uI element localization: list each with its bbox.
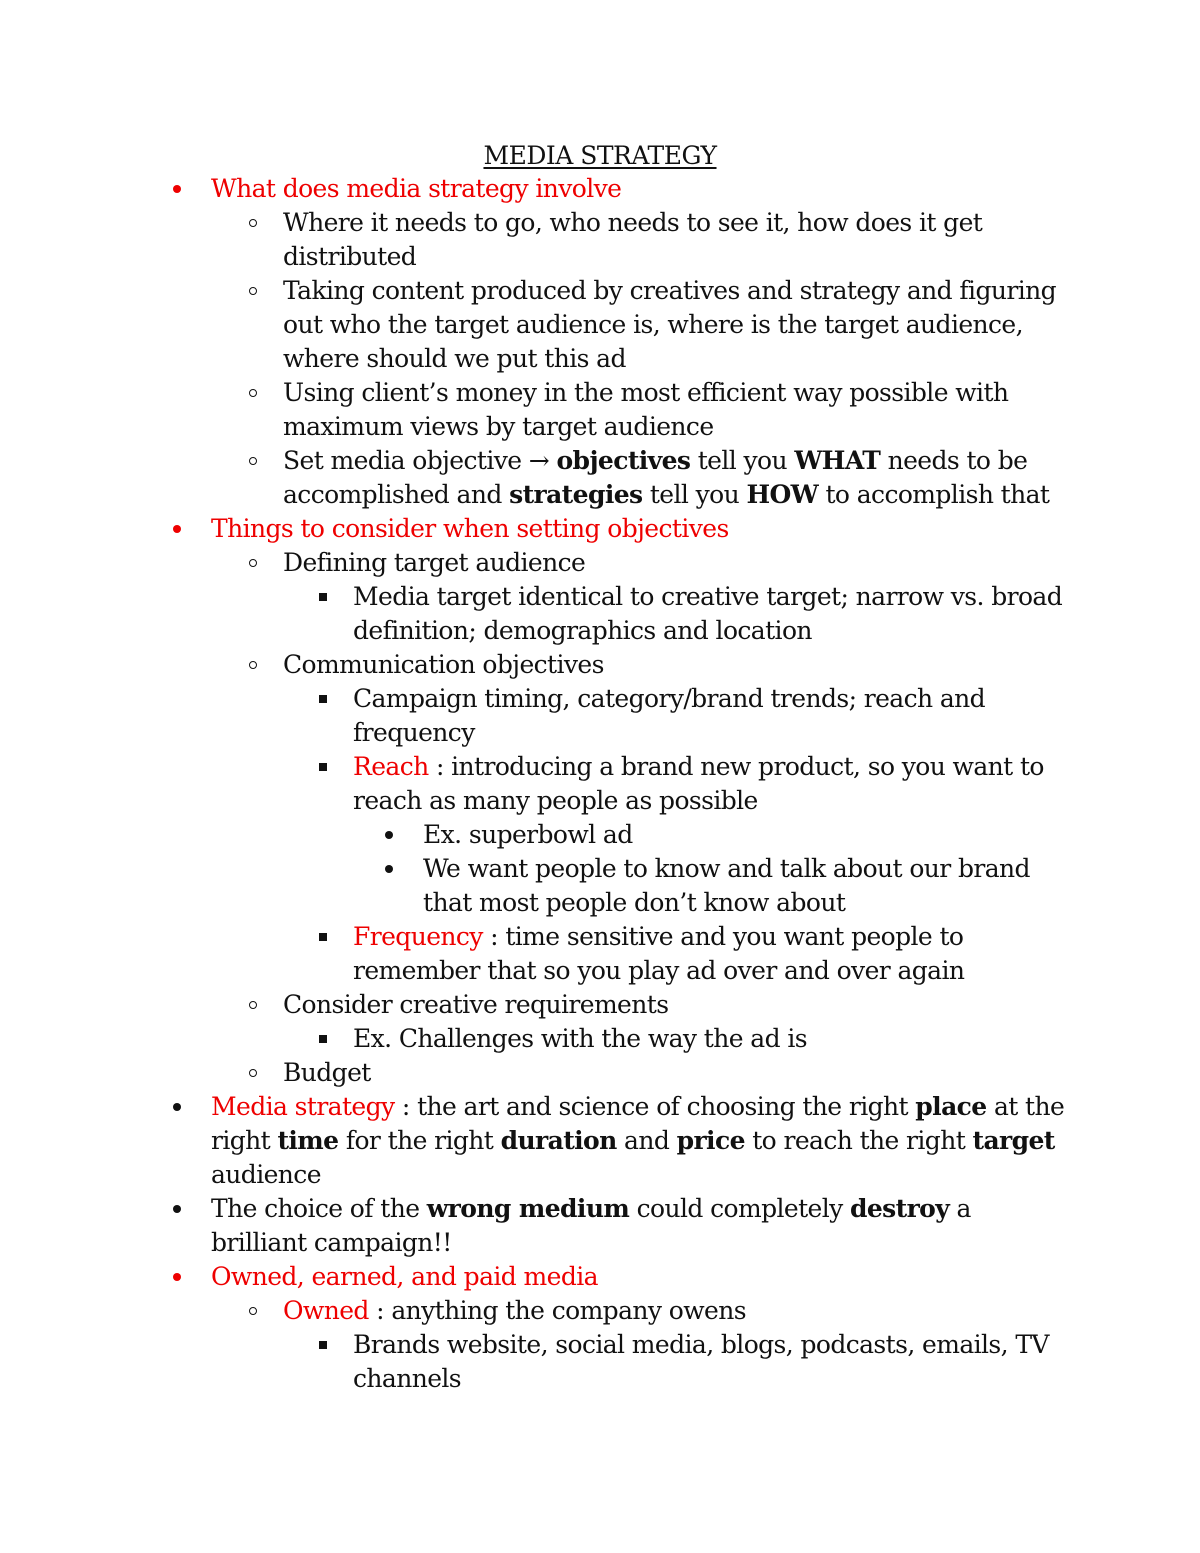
list-item-text	[283, 276, 1056, 373]
text-run: to reach the right	[744, 1126, 973, 1155]
text-run: place	[915, 1092, 987, 1121]
list-item-text	[353, 752, 1044, 815]
bullet-square-icon	[319, 682, 327, 716]
list-item	[353, 1328, 1073, 1396]
list-item	[283, 376, 1073, 444]
list-item-text	[283, 1296, 746, 1325]
text-run: What does media strategy involve	[211, 174, 622, 203]
text-run: Owned	[283, 1296, 369, 1325]
list-item	[211, 512, 1071, 546]
bullet-dot-icon	[173, 172, 181, 206]
list-item	[283, 1056, 1073, 1090]
text-run: Set media objective →	[283, 446, 557, 475]
list-item-text	[283, 446, 1049, 509]
list-item	[211, 1192, 1071, 1260]
list-item	[211, 1260, 1071, 1294]
notes-list	[0, 172, 1200, 1396]
bullet-square-icon	[319, 920, 327, 954]
bullet-circle-icon	[249, 274, 257, 308]
bullet-circle-icon	[249, 648, 257, 682]
bullet-square-icon	[319, 1022, 327, 1056]
list-item	[283, 206, 1073, 274]
bullet-square-icon	[319, 750, 327, 784]
list-item	[353, 750, 1073, 818]
text-run: Where it needs to go, who needs to see it, how does it get distributed	[283, 208, 983, 271]
list-item	[353, 580, 1073, 648]
text-run: : the art and science of choosing the right	[394, 1092, 916, 1121]
text-run: objectives	[556, 446, 691, 475]
list-item	[353, 920, 1073, 988]
bullet-dot-icon	[173, 1090, 181, 1124]
text-run: target	[972, 1126, 1055, 1155]
bullet-dot-icon	[385, 852, 393, 886]
text-run: wrong medium	[426, 1194, 630, 1223]
text-run: duration	[500, 1126, 617, 1155]
text-run: price	[676, 1126, 745, 1155]
bullet-circle-icon	[249, 444, 257, 478]
text-run: at the right	[211, 1092, 1065, 1155]
text-run: Ex. Challenges with the way the ad is	[353, 1024, 807, 1053]
text-run: : time sensitive and you want people to remember that so you play ad over and over again	[353, 922, 965, 985]
list-item-text	[353, 582, 1062, 645]
list-item	[423, 818, 1073, 852]
list-item	[211, 1090, 1071, 1192]
text-run: a brilliant campaign!!	[211, 1194, 971, 1257]
list-item-text	[353, 922, 964, 985]
list-item-text	[283, 548, 585, 577]
bullet-circle-icon	[249, 988, 257, 1022]
bullet-circle-icon	[249, 376, 257, 410]
bullet-circle-icon	[249, 1056, 257, 1090]
text-run: could completely	[629, 1194, 850, 1223]
text-run: : introducing a brand new product, so you want to reach as many people as possible	[353, 752, 1044, 815]
text-run: Using client’s money in the most efficient way possible with maximum views by target audience	[283, 378, 1009, 441]
text-run: HOW	[746, 480, 819, 509]
text-run: Defining target audience	[283, 548, 586, 577]
list-item-text	[283, 650, 604, 679]
text-run: Consider creative requirements	[283, 990, 669, 1019]
text-run: and	[616, 1126, 677, 1155]
text-run: The choice of the	[211, 1194, 427, 1223]
list-item-text	[211, 514, 729, 543]
text-run: tell you	[690, 446, 795, 475]
list-item	[283, 988, 1073, 1022]
text-run: strategies	[509, 480, 643, 509]
text-run: We want people to know and talk about our brand that most people don’t know about	[423, 854, 1030, 917]
list-item	[283, 546, 1073, 580]
text-run: Owned, earned, and paid media	[211, 1262, 598, 1291]
list-item-text	[283, 1058, 371, 1087]
list-item	[283, 1294, 1073, 1328]
text-run: audience	[211, 1160, 321, 1189]
text-run: : anything the company owens	[368, 1296, 746, 1325]
list-item-text	[423, 820, 633, 849]
list-item	[353, 1022, 1073, 1056]
page-title: MEDIA STRATEGY	[483, 141, 717, 170]
bullet-dot-icon	[173, 1260, 181, 1294]
list-item-text	[353, 1330, 1049, 1393]
text-run: Reach	[353, 752, 429, 781]
text-run: to accomplish that	[818, 480, 1050, 509]
text-run: tell you	[642, 480, 747, 509]
list-item-text	[211, 1262, 598, 1291]
text-run: needs to be accomplished and	[283, 446, 1028, 509]
list-item-text	[423, 854, 1030, 917]
bullet-circle-icon	[249, 206, 257, 240]
text-run: Communication objectives	[283, 650, 604, 679]
list-item	[283, 648, 1073, 682]
bullet-square-icon	[319, 1328, 327, 1362]
list-item	[211, 172, 1071, 206]
text-run: destroy	[849, 1194, 950, 1223]
text-run: Ex. superbowl ad	[423, 820, 633, 849]
list-item-text	[211, 174, 621, 203]
bullet-dot-icon	[173, 512, 181, 546]
text-run: time	[277, 1126, 339, 1155]
text-run: Things to consider when setting objectives	[211, 514, 729, 543]
list-item-text	[283, 378, 1008, 441]
text-run: WHAT	[794, 446, 881, 475]
list-item-text	[283, 990, 668, 1019]
text-run: Taking content produced by creatives and strategy and figuring out who the target audience is, where is the target audience, where should we put this ad	[283, 276, 1057, 373]
text-run: Brands website, social media, blogs, podcasts, emails, TV channels	[353, 1330, 1049, 1393]
bullet-dot-icon	[173, 1192, 181, 1226]
text-run: Budget	[283, 1058, 371, 1087]
list-item	[423, 852, 1073, 920]
text-run: Media strategy	[211, 1092, 395, 1121]
text-run: Media target identical to creative target; narrow vs. broad definition; demographics and location	[353, 582, 1063, 645]
bullet-circle-icon	[249, 1294, 257, 1328]
text-run: Campaign timing, category/brand trends; reach and frequency	[353, 684, 986, 747]
list-item-text	[353, 1024, 807, 1053]
list-item	[283, 274, 1073, 376]
bullet-circle-icon	[249, 546, 257, 580]
list-item-text	[211, 1194, 971, 1257]
list-item-text	[283, 208, 982, 271]
text-run: for the right	[338, 1126, 501, 1155]
list-item-text	[353, 684, 985, 747]
bullet-dot-icon	[385, 818, 393, 852]
list-item	[353, 682, 1073, 750]
list-item	[283, 444, 1073, 512]
bullet-square-icon	[319, 580, 327, 614]
list-item-text	[211, 1092, 1064, 1189]
text-run: Frequency	[353, 922, 483, 951]
